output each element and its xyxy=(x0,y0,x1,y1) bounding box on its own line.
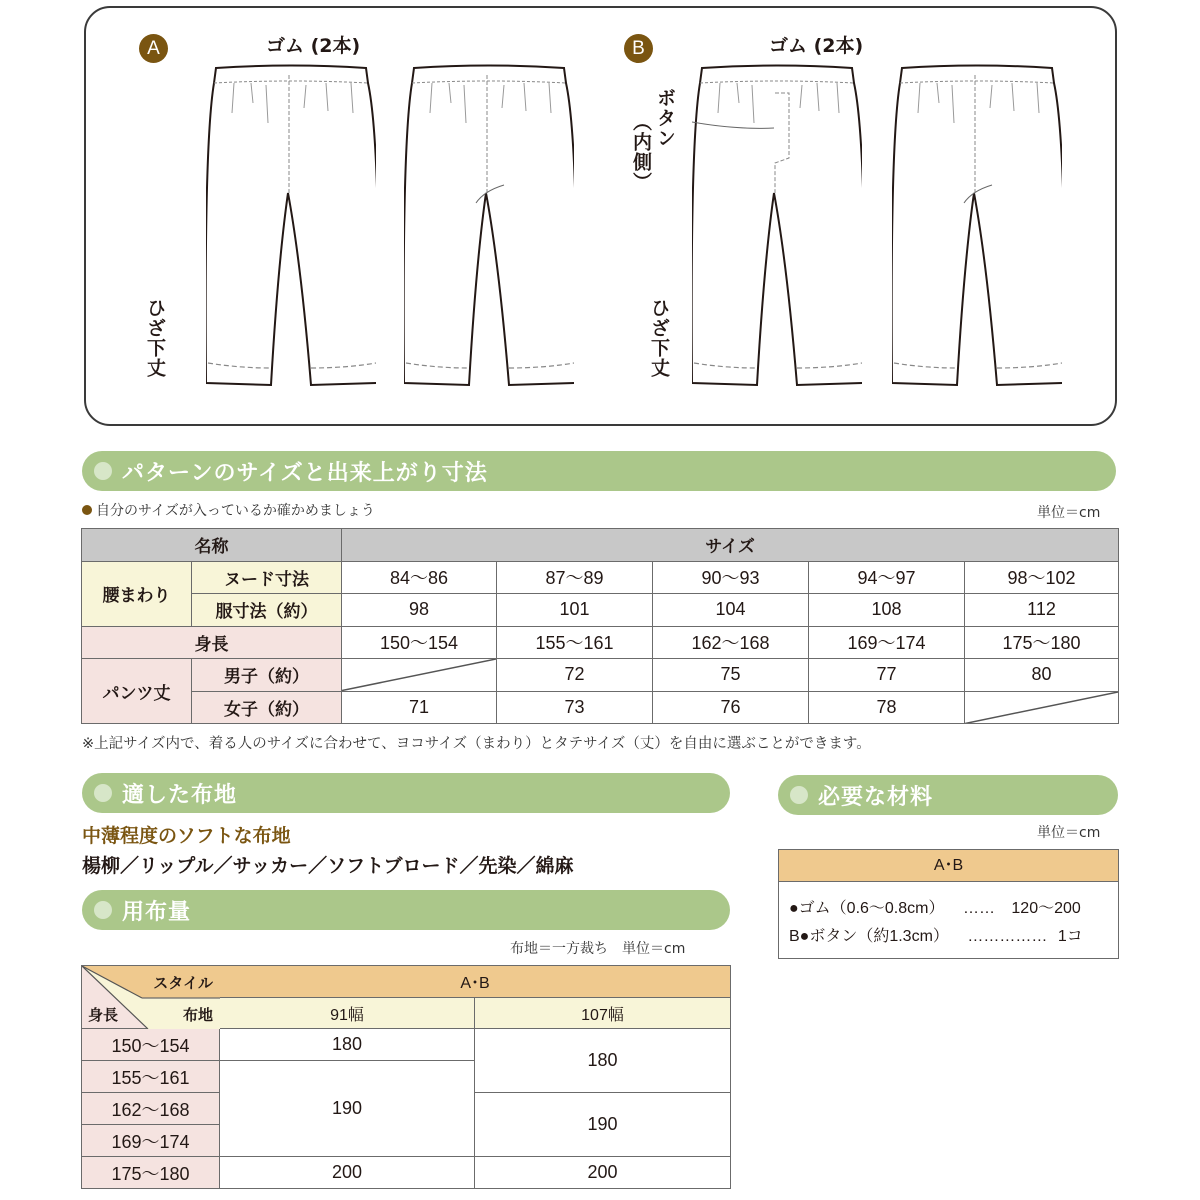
male-value: 72 xyxy=(497,659,653,692)
material-leader: …… xyxy=(962,900,995,917)
materials-header: A･B xyxy=(779,850,1118,882)
width-107-header: 107幅 xyxy=(475,998,731,1029)
height-value: 175〜180 xyxy=(965,626,1119,659)
height-label: 身長 xyxy=(82,626,342,659)
garment-value: 108 xyxy=(809,594,965,627)
bullet-icon xyxy=(82,505,92,515)
illustration-panel xyxy=(84,6,1117,426)
materials-unit: 単位＝cm xyxy=(1037,825,1101,841)
fabric-section-title: 適した布地 xyxy=(122,782,238,808)
materials-section-title: 必要な材料 xyxy=(818,784,934,810)
height-value: 155〜161 xyxy=(497,626,653,659)
yardage-107-value: 200 xyxy=(475,1157,731,1189)
yardage-note: 布地＝一方裁ち 単位＝cm xyxy=(510,941,686,957)
fabric-subtitle: 中薄程度のソフトな布地 xyxy=(82,825,291,847)
yardage-91-value: 190 xyxy=(220,1061,475,1157)
material-label: B●ボタン（約1.3cm） xyxy=(789,928,949,945)
header-name: 名称 xyxy=(82,529,342,562)
female-value: 76 xyxy=(653,691,809,724)
height-value: 150〜154 xyxy=(342,626,497,659)
waist-label: 腰まわり xyxy=(82,561,192,626)
style-b-length-label: ひざ下丈 xyxy=(648,298,670,378)
male-value: 80 xyxy=(965,659,1119,692)
male-na-cell xyxy=(342,659,497,692)
garment-value: 98 xyxy=(342,594,497,627)
female-label: 女子（約） xyxy=(192,691,342,724)
pants-a-front-drawing xyxy=(206,63,376,393)
size-table xyxy=(81,528,1119,724)
corner-height-label: 身長 xyxy=(88,1006,119,1024)
height-row-label: 150〜154 xyxy=(82,1029,220,1061)
pants-b-front-drawing xyxy=(692,63,862,393)
corner-style-label: スタイル xyxy=(153,974,213,992)
materials-section-header xyxy=(778,775,1118,815)
fabric-section-header xyxy=(82,773,730,813)
yardage-91-value: 200 xyxy=(220,1157,475,1189)
nude-label: ヌード寸法 xyxy=(192,561,342,594)
header-size: サイズ xyxy=(342,529,1119,562)
yardage-107-value: 190 xyxy=(475,1093,731,1157)
pants-length-label: パンツ丈 xyxy=(82,659,192,724)
material-value: 1コ xyxy=(1057,928,1083,945)
female-na-cell xyxy=(965,691,1119,724)
width-91-header: 91幅 xyxy=(220,998,475,1029)
height-row-label: 169〜174 xyxy=(82,1125,220,1157)
size-section-title: パターンのサイズと出来上がり寸法 xyxy=(122,460,488,486)
yardage-section-title: 用布量 xyxy=(122,899,192,925)
male-label: 男子（約） xyxy=(192,659,342,692)
section-dot-icon xyxy=(94,462,112,480)
section-dot-icon xyxy=(790,786,808,804)
yardage-91-value: 180 xyxy=(220,1029,475,1061)
material-label: ●ゴム（0.6〜0.8cm） xyxy=(789,900,945,917)
female-value: 71 xyxy=(342,691,497,724)
male-value: 77 xyxy=(809,659,965,692)
height-row-label: 155〜161 xyxy=(82,1061,220,1093)
nude-value: 94〜97 xyxy=(809,561,965,594)
height-row-label: 162〜168 xyxy=(82,1093,220,1125)
style-b-button-note: （内側） xyxy=(630,112,652,192)
garment-value: 101 xyxy=(497,594,653,627)
corner-header xyxy=(82,966,220,1029)
size-note-text: 自分のサイズが入っているか確かめましょう xyxy=(96,503,375,519)
style-b-badge: B xyxy=(624,34,653,63)
material-item-button xyxy=(789,923,1083,946)
yardage-table xyxy=(81,965,731,1189)
section-dot-icon xyxy=(94,901,112,919)
female-value: 73 xyxy=(497,691,653,724)
nude-value: 84〜86 xyxy=(342,561,497,594)
male-value: 75 xyxy=(653,659,809,692)
style-b-elastic-label: ゴム (2本) xyxy=(769,35,864,57)
height-row-label: 175〜180 xyxy=(82,1157,220,1189)
female-value: 78 xyxy=(809,691,965,724)
size-unit: 単位＝cm xyxy=(1037,505,1101,521)
style-b-button-label: ボタン xyxy=(654,88,676,148)
garment-value: 104 xyxy=(653,594,809,627)
garment-value: 112 xyxy=(965,594,1119,627)
fabric-list: 楊柳／リップル／サッカー／ソフトブロード／先染／綿麻 xyxy=(82,855,574,877)
corner-fabric-label: 布地 xyxy=(182,1006,213,1024)
pants-a-back-drawing xyxy=(404,63,574,393)
yardage-section-header xyxy=(82,890,730,930)
yardage-107-value: 180 xyxy=(475,1029,731,1093)
nude-value: 90〜93 xyxy=(653,561,809,594)
materials-box xyxy=(778,849,1119,959)
nude-value: 98〜102 xyxy=(965,561,1119,594)
size-footnote: ※上記サイズ内で、着る人のサイズに合わせて、ヨコサイズ（まわり）とタテサイズ（丈）を自由に選ぶことができます。 xyxy=(82,736,871,752)
size-note xyxy=(82,500,375,520)
size-section-header xyxy=(82,451,1116,491)
material-item-elastic xyxy=(789,895,1081,918)
nude-value: 87〜89 xyxy=(497,561,653,594)
material-value: 120〜200 xyxy=(1011,900,1081,917)
material-leader: …………… xyxy=(967,928,1048,945)
section-dot-icon xyxy=(94,784,112,802)
pants-b-back-drawing xyxy=(892,63,1062,393)
style-a-elastic-label: ゴム (2本) xyxy=(266,35,361,57)
garment-label: 服寸法（約） xyxy=(192,594,342,627)
style-a-badge: A xyxy=(139,34,168,63)
height-value: 169〜174 xyxy=(809,626,965,659)
height-value: 162〜168 xyxy=(653,626,809,659)
style-header: A･B xyxy=(220,966,731,998)
style-a-length-label: ひざ下丈 xyxy=(144,298,166,378)
